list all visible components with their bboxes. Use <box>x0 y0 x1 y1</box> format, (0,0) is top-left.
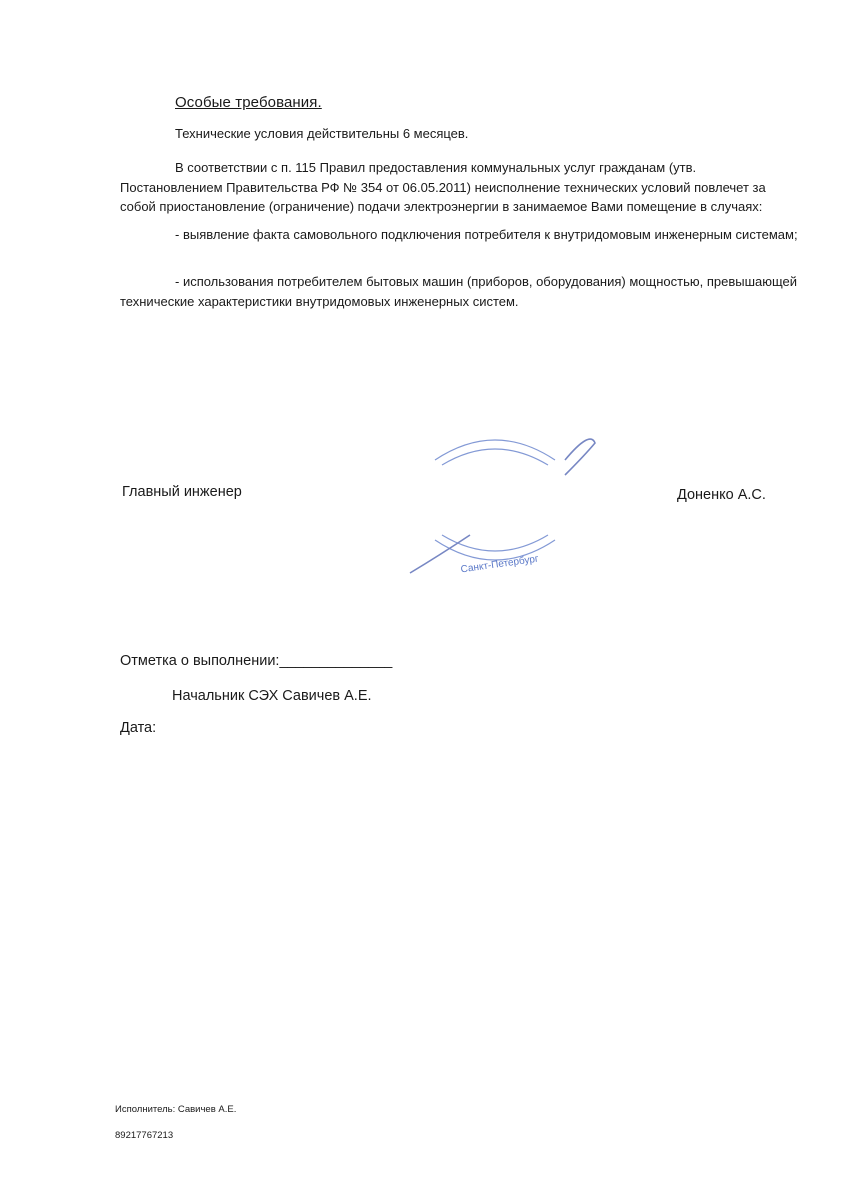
validity-text <box>120 124 800 144</box>
rules-paragraph <box>120 158 800 217</box>
case-text-2: - использования потребителем бытовых машин (приборов, оборудования) мощностью, превышающей технические характеристики внутридомовых инженерных систем. <box>120 274 798 309</box>
executor-phone: 89217767213 <box>115 1130 174 1141</box>
official-name: Начальник СЭХ Савичев А.Е. <box>172 688 372 704</box>
stamp-city: Санкт-Петербург <box>460 553 540 576</box>
seal-stamp-icon <box>400 415 620 590</box>
case-item-1 <box>120 225 800 245</box>
case-text-1: - выявление факта самовольного подключения потребителя к внутридомовым инженерным системам; <box>175 227 798 242</box>
executor: Исполнитель: Савичев А.Е. <box>115 1104 237 1115</box>
rules-text: В соответствии с п. 115 Правил предоставления коммунальных услуг гражданам (утв. Постановлением Правительства РФ № 354 от 06.05.2011) неисполнение технических условий повлечет за собой приостановление (ограничение) подачи электроэнергии в занимаемое Вами помещение в случаях: <box>120 160 766 214</box>
section-heading: Особые требования. <box>175 94 322 111</box>
completion-label: Отметка о выполнении: <box>120 653 280 669</box>
signer-position: Главный инженер <box>122 484 242 500</box>
completion-blank: ______________ <box>279 653 393 669</box>
validity-line: Технические условия действительны 6 месяцев. <box>175 126 469 141</box>
case-item-2 <box>120 272 800 311</box>
date-label: Дата: <box>120 720 157 736</box>
completion-mark <box>120 653 392 669</box>
signer-name: Доненко А.С. <box>677 487 766 503</box>
